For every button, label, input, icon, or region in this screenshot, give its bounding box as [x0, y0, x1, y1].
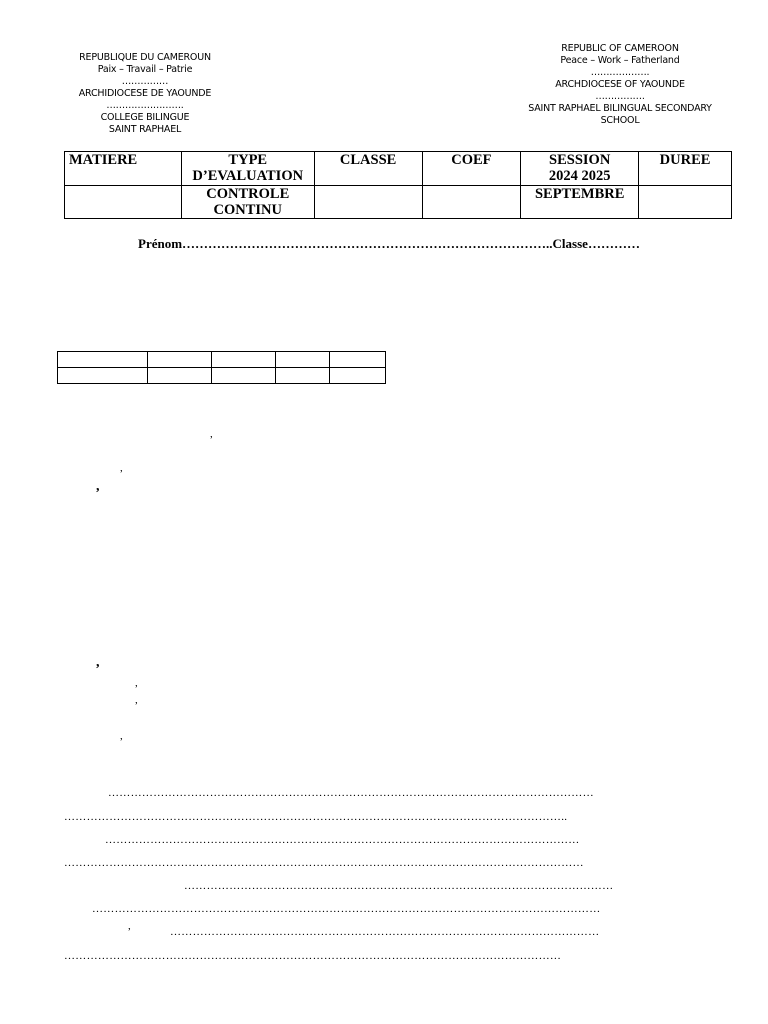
national-motto: Paix – Travail – Patrie [97, 64, 193, 75]
grid-cell [212, 352, 276, 368]
value-classe [314, 186, 422, 219]
grid-cell [58, 352, 148, 368]
answer-line[interactable]: …………………………………………………………………………………………………………………… [64, 950, 562, 962]
table-header-row [65, 152, 732, 186]
value-type-evaluation: CONTROLE CONTINU [181, 186, 314, 219]
table-value-row [65, 186, 732, 219]
grid-cell [276, 368, 330, 384]
marks-grid-table [57, 351, 386, 384]
classe-field[interactable]: ………… [587, 236, 640, 251]
value-matiere [65, 186, 182, 219]
header-type-evaluation: TYPE D’EVALUATION [181, 152, 314, 186]
header-french [52, 52, 238, 136]
exam-info-table [64, 151, 732, 219]
school-name-line1: COLLEGE BILINGUE [100, 112, 190, 123]
grid-cell [276, 352, 330, 368]
header-coef: COEF [422, 152, 521, 186]
grid-cell [148, 352, 212, 368]
table-row [58, 368, 386, 384]
grid-cell [212, 368, 276, 384]
header-english [510, 43, 730, 127]
answer-line[interactable]: ……………………………………………………………………………………………………………………… [92, 903, 601, 915]
value-coef [422, 186, 521, 219]
country-name: REPUBLIC OF CAMEROON [561, 43, 679, 54]
grid-cell [330, 368, 386, 384]
answer-line[interactable]: …………………………………………………………………………………………………… [170, 926, 600, 938]
grid-cell [58, 368, 148, 384]
answer-line[interactable]: ………………………………………………………………………………………………………………… [108, 787, 594, 799]
grid-cell [148, 368, 212, 384]
answer-line[interactable]: ………………………………………………………………………………………………………………………… [64, 857, 584, 869]
answer-line[interactable]: …………………………………………………………………………………………………… [184, 880, 614, 892]
value-session: SEPTEMBRE [521, 186, 639, 219]
answer-line[interactable]: ……………………………………………………………………………………………………………… [105, 834, 580, 846]
comma-mark: , [120, 730, 123, 742]
prenom-field[interactable]: …………………………………………………………………………. [182, 236, 550, 251]
comma-mark: , [135, 694, 138, 706]
value-duree [639, 186, 732, 219]
table-row [58, 352, 386, 368]
archdiocese-name: ARCHDIOCESE OF YAOUNDE [555, 79, 685, 90]
comma-mark: , [96, 655, 100, 670]
header-duree: DUREE [639, 152, 732, 186]
country-name: REPUBLIQUE DU CAMEROUN [79, 52, 211, 63]
separator: ……………. [595, 91, 645, 102]
archdiocese-name: ARCHIDIOCESE DE YAOUNDE [78, 88, 212, 99]
comma-mark: , [135, 677, 138, 689]
comma-mark: , [128, 920, 131, 932]
header-session: SESSION 2024 2025 [521, 152, 639, 186]
answer-line[interactable]: …………………………………………………………………………………………………………………….. [64, 811, 568, 823]
comma-mark: , [96, 479, 100, 494]
prenom-label: Prénom [138, 236, 183, 251]
student-info-line [138, 236, 640, 252]
school-name-line1: SAINT RAPHAEL BILINGUAL SECONDARY [528, 103, 712, 114]
school-name-line2: SCHOOL [600, 115, 640, 126]
comma-mark: , [210, 428, 213, 440]
separator: ………………. [590, 67, 650, 78]
comma-mark: , [120, 462, 123, 474]
classe-label: .Classe [549, 236, 588, 251]
grid-cell [330, 352, 386, 368]
separator: ……………………. [106, 100, 184, 111]
header-classe: CLASSE [314, 152, 422, 186]
school-name-line2: SAINT RAPHAEL [108, 124, 182, 135]
header-matiere: MATIERE [65, 152, 182, 186]
separator: …………… [121, 76, 169, 87]
national-motto: Peace – Work – Fatherland [560, 55, 680, 66]
